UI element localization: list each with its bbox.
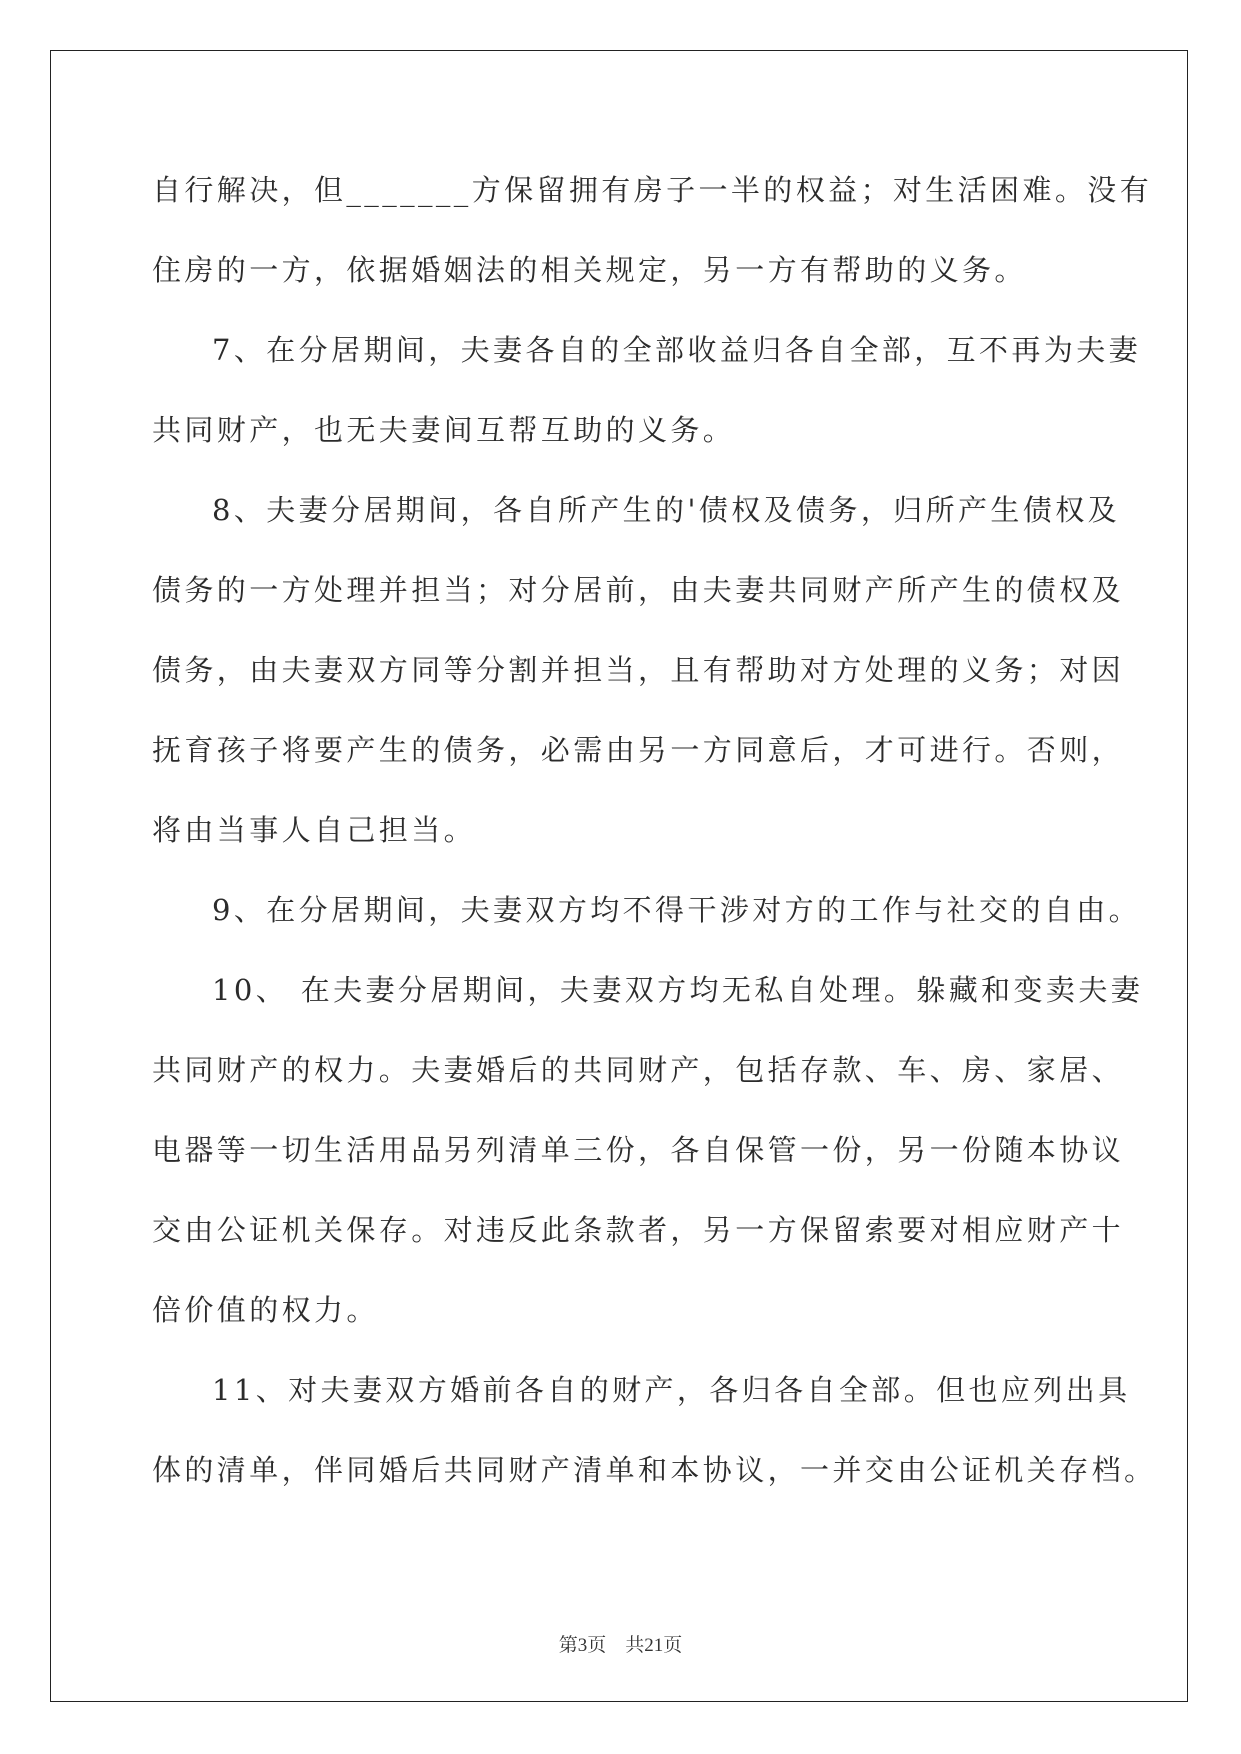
body-text-line: 体的清单，伴同婚后共同财产清单和本协议，一并交由公证机关存档。 bbox=[152, 1453, 1157, 1487]
body-text-line: 电器等一切生活用品另列清单三份，各自保管一份，另一份随本协议 bbox=[152, 1133, 1125, 1167]
body-text-line: 抚育孩子将要产生的债务，必需由另一方同意后，才可进行。否则， bbox=[152, 733, 1125, 767]
body-text-line: 交由公证机关保存。对违反此条款者，另一方保留索要对相应财产十 bbox=[152, 1213, 1125, 1247]
page-number: 第3页 共21页 bbox=[558, 1635, 683, 1656]
clause-11-line: 11、对夫妻双方婚前各自的财产，各归各自全部。但也应列出具 bbox=[212, 1373, 1131, 1407]
clause-9-line: 9、在分居期间，夫妻双方均不得干涉对方的工作与社交的自由。 bbox=[212, 893, 1142, 927]
body-text-line: 债务的一方处理并担当；对分居前，由夫妻共同财产所产生的债权及 bbox=[152, 573, 1125, 607]
clause-10-line: 10、 在夫妻分居期间，夫妻双方均无私自处理。躲藏和变卖夫妻 bbox=[212, 973, 1144, 1007]
body-text-line: 共同财产的权力。夫妻婚后的共同财产，包括存款、车、房、家居、 bbox=[152, 1053, 1125, 1087]
body-text-line: 共同财产，也无夫妻间互帮互助的义务。 bbox=[152, 413, 736, 447]
body-text-line: 将由当事人自己担当。 bbox=[152, 813, 477, 847]
body-text-line: 住房的一方，依据婚姻法的相关规定，另一方有帮助的义务。 bbox=[152, 253, 1027, 287]
body-text-line: 债务，由夫妻双方同等分割并担当，且有帮助对方处理的义务；对因 bbox=[152, 653, 1125, 687]
body-text-line: 倍价值的权力。 bbox=[152, 1293, 379, 1327]
clause-7-line: 7、在分居期间，夫妻各自的全部收益归各自全部，互不再为夫妻 bbox=[212, 333, 1142, 367]
body-text-line: 自行解决，但_______方保留拥有房子一半的权益；对生活困难。没有 bbox=[152, 173, 1153, 207]
clause-8-line: 8、夫妻分居期间，各自所产生的'债权及债务，归所产生债权及 bbox=[212, 493, 1121, 527]
